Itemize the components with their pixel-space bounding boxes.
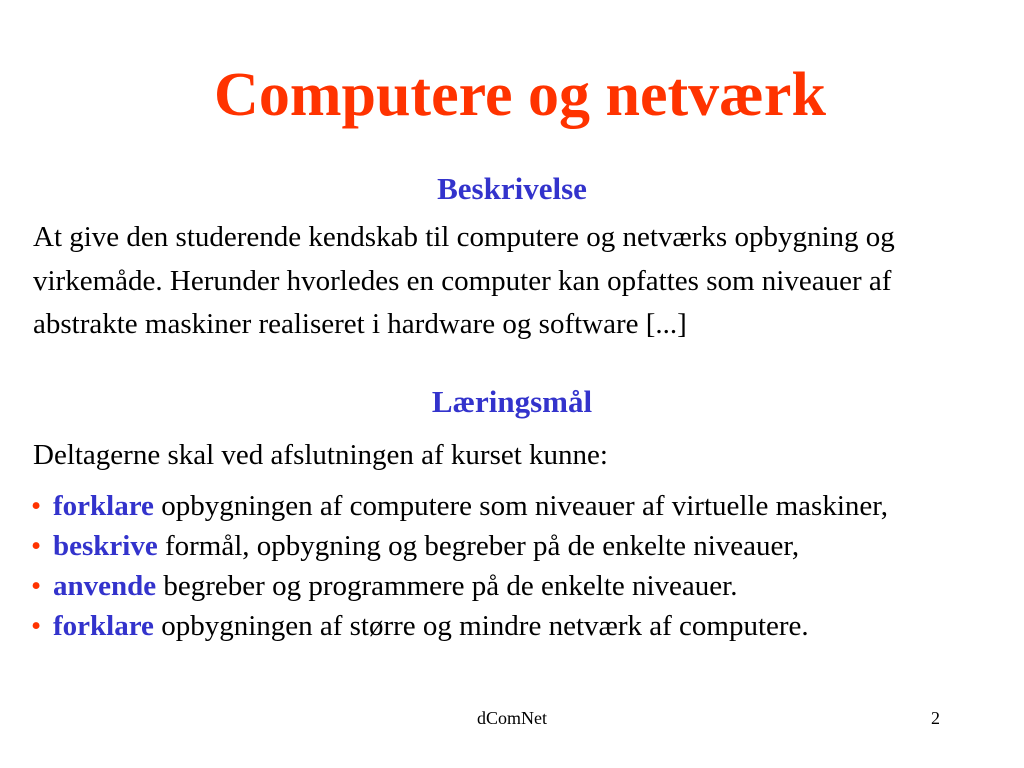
objective-verb: forklare — [53, 610, 154, 642]
learning-goals-heading: Læringsmål — [431, 384, 593, 419]
learning-goals-list — [31, 486, 991, 646]
list-item — [31, 606, 991, 646]
bullet-icon: • — [31, 530, 42, 562]
bullet-icon: • — [31, 610, 42, 642]
slide-title: Computere og netværk — [214, 61, 826, 129]
bullet-icon: • — [31, 570, 42, 602]
list-item — [31, 566, 991, 606]
objective-verb: forklare — [53, 490, 154, 522]
bullet-icon: • — [31, 490, 42, 522]
objective-text: opbygningen af computere som niveauer af virtuelle maskiner, — [153, 490, 888, 522]
objective-text: formål, opbygning og begreber på de enkelte niveauer, — [157, 530, 800, 562]
objective-verb: anvende — [53, 570, 157, 602]
objective-text: begreber og programmere på de enkelte niveauer. — [156, 570, 738, 602]
list-item — [31, 486, 991, 526]
page-number: 2 — [931, 708, 940, 728]
footer-label: dComNet — [477, 708, 547, 728]
objective-verb: beskrive — [53, 530, 158, 562]
list-item — [31, 526, 991, 566]
objective-text: opbygningen af større og mindre netværk af computere. — [153, 610, 809, 642]
learning-goals-intro: Deltagerne skal ved afslutningen af kurset kunne: — [33, 439, 608, 471]
description-heading: Beskrivelse — [437, 171, 587, 206]
description-text: At give den studerende kendskab til computere og netværks opbygning og virkemåde. Herunder hvorledes en computer kan opfattes som niveauer af abstrakte maskiner realiseret i hardware og software [...] — [33, 221, 895, 340]
